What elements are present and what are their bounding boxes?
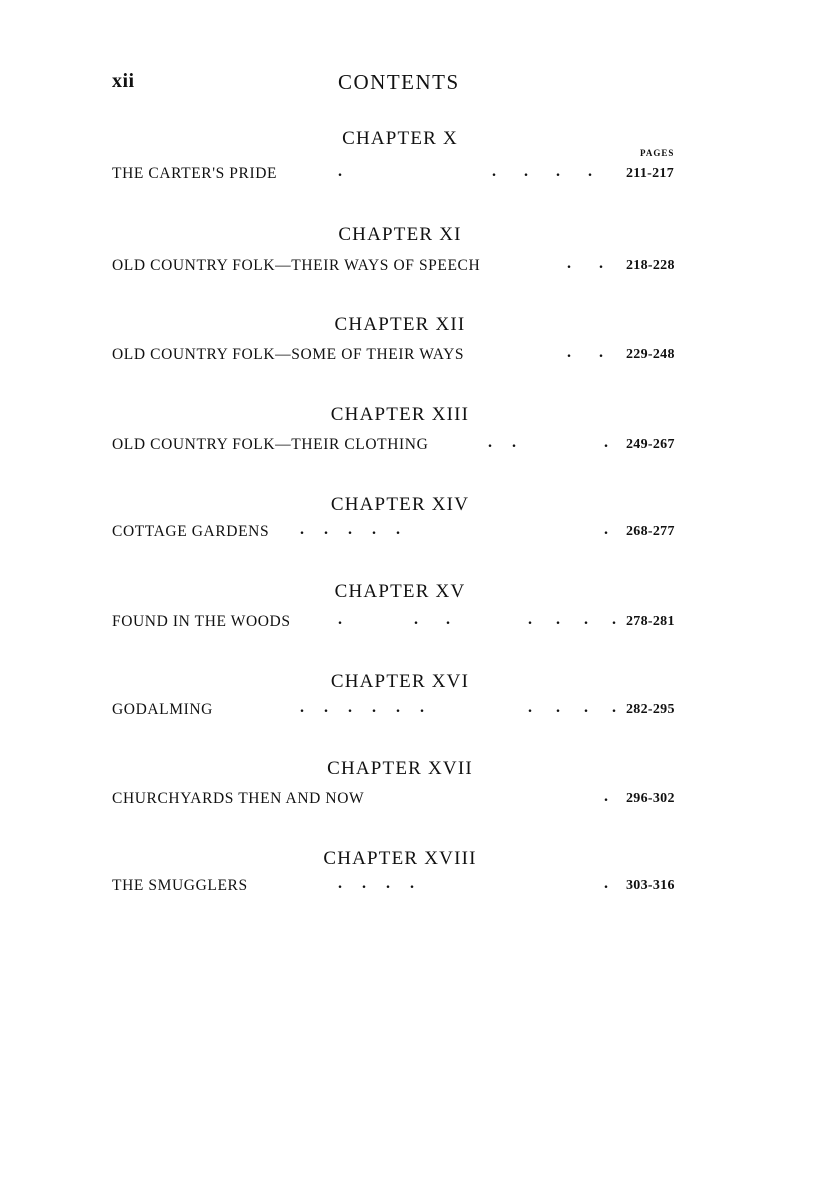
dot-leader: . . . .: [338, 875, 414, 892]
page-number: xii: [112, 70, 135, 92]
chapter-title: FOUND IN THE WOODS: [112, 613, 291, 630]
page-range: 282-295: [626, 702, 675, 717]
dot-leader: .: [604, 521, 608, 538]
running-head: CONTENTS: [338, 70, 460, 94]
page-range: 268-277: [626, 524, 675, 539]
dot-leader: .: [338, 611, 342, 628]
chapter-heading: CHAPTER X: [342, 128, 458, 149]
chapter-title: COTTAGE GARDENS: [112, 523, 270, 540]
dot-leader: . .: [414, 611, 450, 628]
chapter-heading: CHAPTER XVI: [330, 671, 470, 692]
chapter-title: CHURCHYARDS THEN AND NOW: [112, 790, 365, 807]
dot-leader: . . . . . .: [300, 699, 424, 716]
page-range: 296-302: [626, 791, 675, 806]
chapter-title: THE CARTER'S PRIDE: [112, 165, 278, 182]
page-range: 303-316: [626, 878, 675, 893]
dot-leader: . .: [567, 344, 603, 361]
chapter-title: GODALMING: [112, 701, 213, 718]
page-range: 278-281: [626, 614, 675, 629]
page-range: 211-217: [626, 166, 674, 181]
chapter-title: OLD COUNTRY FOLK—SOME OF THEIR WAYS: [112, 346, 465, 363]
page-range: 249-267: [626, 437, 675, 452]
dot-leader: .: [338, 163, 342, 180]
dot-leader: . . . .: [528, 699, 616, 716]
chapter-heading: CHAPTER XVIII: [323, 848, 477, 869]
dot-leader: . . . .: [528, 611, 616, 628]
chapter-heading: CHAPTER XI: [338, 224, 462, 245]
dot-leader: .: [604, 788, 608, 805]
dot-leader: .: [604, 875, 608, 892]
dot-leader: .: [604, 434, 608, 451]
chapter-title: OLD COUNTRY FOLK—THEIR WAYS OF SPEECH: [112, 257, 481, 274]
chapter-heading: CHAPTER XVII: [327, 758, 473, 779]
dot-leader: . . . .: [492, 163, 592, 180]
chapter-heading: CHAPTER XV: [334, 581, 466, 602]
dot-leader: . .: [488, 434, 516, 451]
chapter-heading: CHAPTER XIV: [330, 494, 470, 515]
dot-leader: . .: [567, 255, 603, 272]
dot-leader: . . . . .: [300, 521, 400, 538]
page-range: 229-248: [626, 347, 675, 362]
chapter-title: THE SMUGGLERS: [112, 877, 248, 894]
chapter-title: OLD COUNTRY FOLK—THEIR CLOTHING: [112, 436, 429, 453]
pages-column-label: PAGES: [640, 148, 675, 158]
chapter-heading: CHAPTER XII: [334, 314, 466, 335]
page-range: 218-228: [626, 258, 675, 273]
chapter-heading: CHAPTER XIII: [330, 404, 470, 425]
